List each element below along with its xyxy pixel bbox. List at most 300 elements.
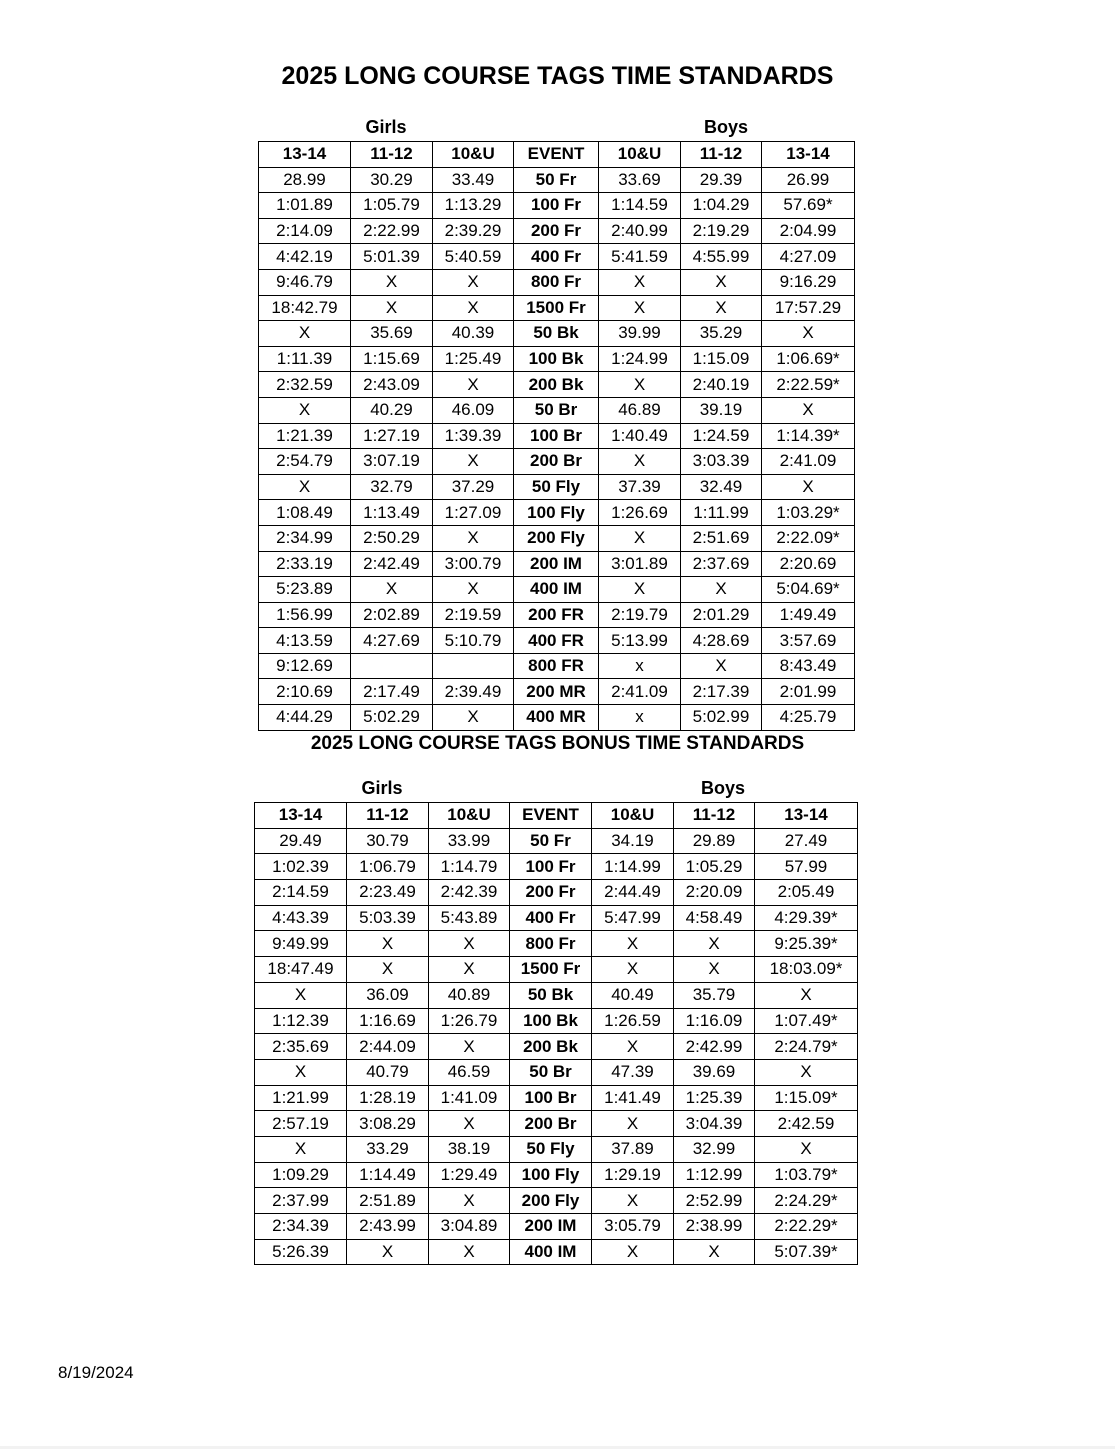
boys-label: Boys — [703, 117, 748, 137]
time-cell: 33.49 — [433, 167, 514, 193]
time-cell: 3:05.79 — [592, 1214, 674, 1240]
time-cell: 2:22.29* — [755, 1214, 858, 1240]
time-cell: X — [259, 474, 351, 500]
time-cell: 26.99 — [762, 167, 855, 193]
time-cell: X — [762, 397, 855, 423]
time-cell: 2:17.49 — [351, 679, 433, 705]
time-cell: 39.19 — [681, 397, 762, 423]
time-cell: 1:05.79 — [351, 193, 433, 219]
time-cell: X — [429, 1188, 510, 1214]
time-cell: 40.89 — [429, 982, 510, 1008]
time-cell: 2:54.79 — [259, 449, 351, 475]
time-cell: 2:43.99 — [347, 1214, 429, 1240]
time-cell: X — [592, 1111, 674, 1137]
time-cell: X — [592, 957, 674, 983]
table-row — [259, 244, 855, 270]
time-cell: 37.39 — [599, 474, 681, 500]
time-cell: 2:24.29* — [755, 1188, 858, 1214]
time-cell: 2:40.19 — [681, 372, 762, 398]
time-cell: 3:01.89 — [599, 551, 681, 577]
time-cell: 4:28.69 — [681, 628, 762, 654]
time-cell: 4:43.39 — [255, 905, 347, 931]
time-cell: 5:23.89 — [259, 577, 351, 603]
time-cell: 1:15.09 — [681, 346, 762, 372]
time-cell: 1:13.49 — [351, 500, 433, 526]
bonus-title: 2025 LONG COURSE TAGS BONUS TIME STANDARDS — [310, 733, 805, 754]
time-cell: 2:43.09 — [351, 372, 433, 398]
time-cell: X — [681, 653, 762, 679]
column-header: EVENT — [510, 803, 592, 829]
table-body — [255, 828, 858, 1265]
time-cell: X — [255, 982, 347, 1008]
time-cell: 4:27.09 — [762, 244, 855, 270]
time-cell: 1:40.49 — [599, 423, 681, 449]
time-cell: 2:41.09 — [599, 679, 681, 705]
time-cell: 32.79 — [351, 474, 433, 500]
page-title: 2025 LONG COURSE TAGS TIME STANDARDS — [281, 62, 834, 90]
time-cell: x — [599, 705, 681, 731]
time-cell: 2:39.29 — [433, 218, 514, 244]
time-cell: 37.29 — [433, 474, 514, 500]
time-cell: 1:16.69 — [347, 1008, 429, 1034]
event-cell: 400 Fr — [514, 244, 599, 270]
time-cell: 2:52.99 — [674, 1188, 755, 1214]
time-cell: 4:44.29 — [259, 705, 351, 731]
time-cell: 2:05.49 — [755, 880, 858, 906]
time-cell: 1:09.29 — [255, 1162, 347, 1188]
time-cell: 3:57.69 — [762, 628, 855, 654]
time-cell: X — [674, 931, 755, 957]
time-cell: X — [429, 1034, 510, 1060]
time-cell: 5:41.59 — [599, 244, 681, 270]
girls-label: Girls — [365, 117, 407, 137]
time-cell: 2:37.69 — [681, 551, 762, 577]
time-cell: 2:41.09 — [762, 449, 855, 475]
time-cell: 1:25.49 — [433, 346, 514, 372]
time-cell: 2:39.49 — [433, 679, 514, 705]
event-cell: 100 Fly — [510, 1162, 592, 1188]
time-cell: 2:19.79 — [599, 602, 681, 628]
table-row — [259, 397, 855, 423]
time-cell: 35.69 — [351, 321, 433, 347]
time-cell: 5:13.99 — [599, 628, 681, 654]
table-row — [259, 321, 855, 347]
time-cell: 4:55.99 — [681, 244, 762, 270]
time-cell: 2:22.99 — [351, 218, 433, 244]
time-cell: 5:43.89 — [429, 905, 510, 931]
time-cell: X — [599, 525, 681, 551]
time-cell: X — [259, 321, 351, 347]
time-cell: 4:27.69 — [351, 628, 433, 654]
time-cell: 1:29.19 — [592, 1162, 674, 1188]
column-header: 13-14 — [762, 142, 855, 168]
table-row — [255, 880, 858, 906]
time-cell: 40.49 — [592, 982, 674, 1008]
time-cell: X — [259, 397, 351, 423]
table-row — [259, 653, 855, 679]
event-cell: 400 MR — [514, 705, 599, 731]
time-cell: X — [762, 474, 855, 500]
time-cell: 1:21.39 — [259, 423, 351, 449]
time-cell: 2:42.99 — [674, 1034, 755, 1060]
time-cell: 2:24.79* — [755, 1034, 858, 1060]
time-cell: X — [351, 269, 433, 295]
time-cell: 5:02.99 — [681, 705, 762, 731]
time-cell: X — [433, 705, 514, 731]
event-cell: 50 Bk — [514, 321, 599, 347]
time-cell: 5:10.79 — [433, 628, 514, 654]
time-cell: X — [351, 577, 433, 603]
table-row — [255, 1034, 858, 1060]
table-row — [259, 449, 855, 475]
table-row — [255, 1085, 858, 1111]
time-cell: 2:02.89 — [351, 602, 433, 628]
time-cell: 2:20.69 — [762, 551, 855, 577]
time-cell: X — [599, 577, 681, 603]
table-row — [255, 957, 858, 983]
time-cell: 4:42.19 — [259, 244, 351, 270]
table-body — [259, 167, 855, 730]
event-cell: 200 MR — [514, 679, 599, 705]
time-cell: 30.79 — [347, 828, 429, 854]
time-cell: 2:22.09* — [762, 525, 855, 551]
event-cell: 200 FR — [514, 602, 599, 628]
time-cell: 9:25.39* — [755, 931, 858, 957]
event-cell: 200 IM — [510, 1214, 592, 1240]
time-cell: 3:07.19 — [351, 449, 433, 475]
time-cell: 29.49 — [255, 828, 347, 854]
table-row — [259, 423, 855, 449]
event-cell: 50 Fly — [510, 1136, 592, 1162]
time-cell: 3:08.29 — [347, 1111, 429, 1137]
time-cell: 4:25.79 — [762, 705, 855, 731]
table-row — [255, 1162, 858, 1188]
column-header: EVENT — [514, 142, 599, 168]
table-row — [259, 679, 855, 705]
column-header: 13-14 — [255, 803, 347, 829]
time-cell: 32.99 — [674, 1136, 755, 1162]
time-cell: X — [429, 1239, 510, 1265]
time-cell: 3:04.89 — [429, 1214, 510, 1240]
time-cell: 2:01.99 — [762, 679, 855, 705]
time-cell: X — [674, 957, 755, 983]
time-cell: 4:58.49 — [674, 905, 755, 931]
time-cell: X — [255, 1059, 347, 1085]
event-cell: 100 Fr — [510, 854, 592, 880]
event-cell: 200 Fr — [514, 218, 599, 244]
column-header: 10&U — [433, 142, 514, 168]
time-cell: 2:14.09 — [259, 218, 351, 244]
table-row — [259, 372, 855, 398]
time-cell: 2:34.39 — [255, 1214, 347, 1240]
time-cell: X — [755, 1059, 858, 1085]
time-cell: 1:03.79* — [755, 1162, 858, 1188]
time-cell: X — [762, 321, 855, 347]
time-cell: x — [599, 653, 681, 679]
event-cell: 400 Fr — [510, 905, 592, 931]
column-header: 11-12 — [347, 803, 429, 829]
time-cell: 2:38.99 — [674, 1214, 755, 1240]
time-cell: 1:15.09* — [755, 1085, 858, 1111]
event-cell: 400 IM — [510, 1239, 592, 1265]
time-cell: 1:08.49 — [259, 500, 351, 526]
event-cell: 800 Fr — [510, 931, 592, 957]
time-cell: 2:37.99 — [255, 1188, 347, 1214]
event-cell: 200 Br — [514, 449, 599, 475]
time-cell: 1:12.39 — [255, 1008, 347, 1034]
time-cell: 3:04.39 — [674, 1111, 755, 1137]
time-cell: 1:12.99 — [674, 1162, 755, 1188]
time-cell: 2:22.59* — [762, 372, 855, 398]
time-cell: 2:33.19 — [259, 551, 351, 577]
time-cell: 3:03.39 — [681, 449, 762, 475]
event-cell: 200 Bk — [510, 1034, 592, 1060]
column-header: 11-12 — [681, 142, 762, 168]
time-cell: 2:44.49 — [592, 880, 674, 906]
time-cell: 1:26.69 — [599, 500, 681, 526]
header-row — [259, 142, 855, 168]
time-cell: 1:14.39* — [762, 423, 855, 449]
table-row — [259, 500, 855, 526]
event-cell: 400 FR — [514, 628, 599, 654]
time-cell: 2:23.49 — [347, 880, 429, 906]
time-cell: 46.09 — [433, 397, 514, 423]
time-cell: 32.49 — [681, 474, 762, 500]
event-cell: 100 Bk — [514, 346, 599, 372]
time-cell: 1:24.59 — [681, 423, 762, 449]
event-cell: 800 Fr — [514, 269, 599, 295]
event-cell: 50 Bk — [510, 982, 592, 1008]
time-cell: X — [347, 931, 429, 957]
table-row — [255, 931, 858, 957]
time-cell: 1:28.19 — [347, 1085, 429, 1111]
time-cell: 1:26.79 — [429, 1008, 510, 1034]
time-cell: 1:27.19 — [351, 423, 433, 449]
time-cell: 47.39 — [592, 1059, 674, 1085]
time-cell: 1:06.79 — [347, 854, 429, 880]
time-cell: 5:03.39 — [347, 905, 429, 931]
time-cell: 29.39 — [681, 167, 762, 193]
table-row — [255, 1239, 858, 1265]
time-cell — [351, 653, 433, 679]
time-cell: X — [592, 1034, 674, 1060]
time-cell: 9:12.69 — [259, 653, 351, 679]
header-row — [255, 803, 858, 829]
event-cell: 200 Bk — [514, 372, 599, 398]
time-cell: 9:16.29 — [762, 269, 855, 295]
time-cell: 4:29.39* — [755, 905, 858, 931]
time-cell: 17:57.29 — [762, 295, 855, 321]
time-cell: 46.89 — [599, 397, 681, 423]
time-cell: 2:40.99 — [599, 218, 681, 244]
column-header: 11-12 — [351, 142, 433, 168]
column-header: 11-12 — [674, 803, 755, 829]
time-cell: 2:17.39 — [681, 679, 762, 705]
time-cell: 8:43.49 — [762, 653, 855, 679]
time-cell: 2:19.59 — [433, 602, 514, 628]
event-cell: 200 Fr — [510, 880, 592, 906]
time-cell: 2:57.19 — [255, 1111, 347, 1137]
table-row — [255, 828, 858, 854]
time-cell: 1:07.49* — [755, 1008, 858, 1034]
time-cell: 1:41.49 — [592, 1085, 674, 1111]
event-cell: 1500 Fr — [514, 295, 599, 321]
bonus-boys-label: Boys — [700, 778, 745, 798]
time-cell: 1:21.99 — [255, 1085, 347, 1111]
column-header: 10&U — [599, 142, 681, 168]
time-cell: 2:10.69 — [259, 679, 351, 705]
time-cell: 9:49.99 — [255, 931, 347, 957]
time-cell: 1:14.99 — [592, 854, 674, 880]
time-cell: 1:01.89 — [259, 193, 351, 219]
time-cell: 1:49.49 — [762, 602, 855, 628]
time-cell: 2:19.29 — [681, 218, 762, 244]
column-header: 10&U — [429, 803, 510, 829]
time-cell: 1:05.29 — [674, 854, 755, 880]
time-cell: 5:04.69* — [762, 577, 855, 603]
time-cell: X — [599, 449, 681, 475]
event-cell: 400 IM — [514, 577, 599, 603]
time-cell: 40.29 — [351, 397, 433, 423]
time-cell: 4:13.59 — [259, 628, 351, 654]
table-row — [259, 602, 855, 628]
time-cell: 2:42.39 — [429, 880, 510, 906]
time-cell: X — [681, 295, 762, 321]
time-cell: 2:34.99 — [259, 525, 351, 551]
time-cell: 1:04.29 — [681, 193, 762, 219]
time-cell: 35.29 — [681, 321, 762, 347]
time-cell: X — [599, 372, 681, 398]
time-cell: 39.69 — [674, 1059, 755, 1085]
table-row — [255, 854, 858, 880]
table-row — [259, 474, 855, 500]
column-header: 13-14 — [755, 803, 858, 829]
time-cell: 2:32.59 — [259, 372, 351, 398]
footer-date: 8/19/2024 — [58, 1363, 134, 1382]
time-cell: X — [347, 1239, 429, 1265]
time-cell: 2:51.69 — [681, 525, 762, 551]
time-cell: 37.89 — [592, 1136, 674, 1162]
time-cell: 38.19 — [429, 1136, 510, 1162]
time-cell: X — [433, 295, 514, 321]
time-cell: 5:07.39* — [755, 1239, 858, 1265]
event-cell: 200 IM — [514, 551, 599, 577]
time-cell: 1:41.09 — [429, 1085, 510, 1111]
time-cell: 1:14.79 — [429, 854, 510, 880]
event-cell: 200 Br — [510, 1111, 592, 1137]
table-row — [259, 577, 855, 603]
time-cell: X — [429, 931, 510, 957]
time-cell: 5:01.39 — [351, 244, 433, 270]
time-cell: 5:40.59 — [433, 244, 514, 270]
event-cell: 100 Fly — [514, 500, 599, 526]
time-cell: X — [592, 931, 674, 957]
event-cell: 50 Fly — [514, 474, 599, 500]
time-cell: 2:01.29 — [681, 602, 762, 628]
time-cell: 2:35.69 — [255, 1034, 347, 1060]
table-row — [255, 1111, 858, 1137]
time-cell: X — [429, 957, 510, 983]
event-cell: 100 Br — [510, 1085, 592, 1111]
table-row — [259, 346, 855, 372]
time-cell: X — [433, 372, 514, 398]
time-cell: 1:14.59 — [599, 193, 681, 219]
time-cell: X — [599, 269, 681, 295]
time-cell: X — [255, 1136, 347, 1162]
table-row — [255, 1188, 858, 1214]
event-cell: 100 Br — [514, 423, 599, 449]
table-row — [259, 525, 855, 551]
time-cell: 2:04.99 — [762, 218, 855, 244]
bonus-girls-label: Girls — [361, 778, 403, 798]
time-cell: 18:47.49 — [255, 957, 347, 983]
table-row — [259, 551, 855, 577]
time-cell: 2:44.09 — [347, 1034, 429, 1060]
time-cell: 1:14.49 — [347, 1162, 429, 1188]
time-cell: 29.89 — [674, 828, 755, 854]
time-cell: X — [599, 295, 681, 321]
time-cell: 1:15.69 — [351, 346, 433, 372]
time-cell: X — [681, 577, 762, 603]
time-cell: 40.79 — [347, 1059, 429, 1085]
event-cell: 50 Br — [514, 397, 599, 423]
table-row — [259, 193, 855, 219]
time-cell: 36.09 — [347, 982, 429, 1008]
table-row — [259, 269, 855, 295]
time-cell: 28.99 — [259, 167, 351, 193]
table-row — [255, 1008, 858, 1034]
table-row — [259, 167, 855, 193]
time-cell: 40.39 — [433, 321, 514, 347]
time-cell: 33.69 — [599, 167, 681, 193]
event-cell: 50 Fr — [510, 828, 592, 854]
table-row — [255, 905, 858, 931]
time-standards-table — [258, 141, 855, 731]
time-cell: 9:46.79 — [259, 269, 351, 295]
table-row — [255, 982, 858, 1008]
time-cell: 30.29 — [351, 167, 433, 193]
time-cell: 33.99 — [429, 828, 510, 854]
time-cell: 39.99 — [599, 321, 681, 347]
table-row — [259, 218, 855, 244]
table-row — [255, 1214, 858, 1240]
time-cell: 2:51.89 — [347, 1188, 429, 1214]
time-cell: 1:56.99 — [259, 602, 351, 628]
event-cell: 1500 Fr — [510, 957, 592, 983]
table-row — [259, 295, 855, 321]
time-cell: 57.99 — [755, 854, 858, 880]
time-cell: 2:50.29 — [351, 525, 433, 551]
time-cell: X — [755, 982, 858, 1008]
table-row — [259, 628, 855, 654]
time-cell: X — [674, 1239, 755, 1265]
time-cell: X — [592, 1188, 674, 1214]
column-header: 13-14 — [259, 142, 351, 168]
time-cell: 1:26.59 — [592, 1008, 674, 1034]
time-cell: 1:16.09 — [674, 1008, 755, 1034]
time-cell: X — [681, 269, 762, 295]
time-cell: 5:02.29 — [351, 705, 433, 731]
time-cell: X — [592, 1239, 674, 1265]
time-cell: 34.19 — [592, 828, 674, 854]
time-cell: X — [433, 449, 514, 475]
event-cell: 200 Fly — [510, 1188, 592, 1214]
time-cell: X — [433, 577, 514, 603]
event-cell: 50 Br — [510, 1059, 592, 1085]
table-row — [255, 1136, 858, 1162]
time-cell: 5:47.99 — [592, 905, 674, 931]
time-cell — [433, 653, 514, 679]
